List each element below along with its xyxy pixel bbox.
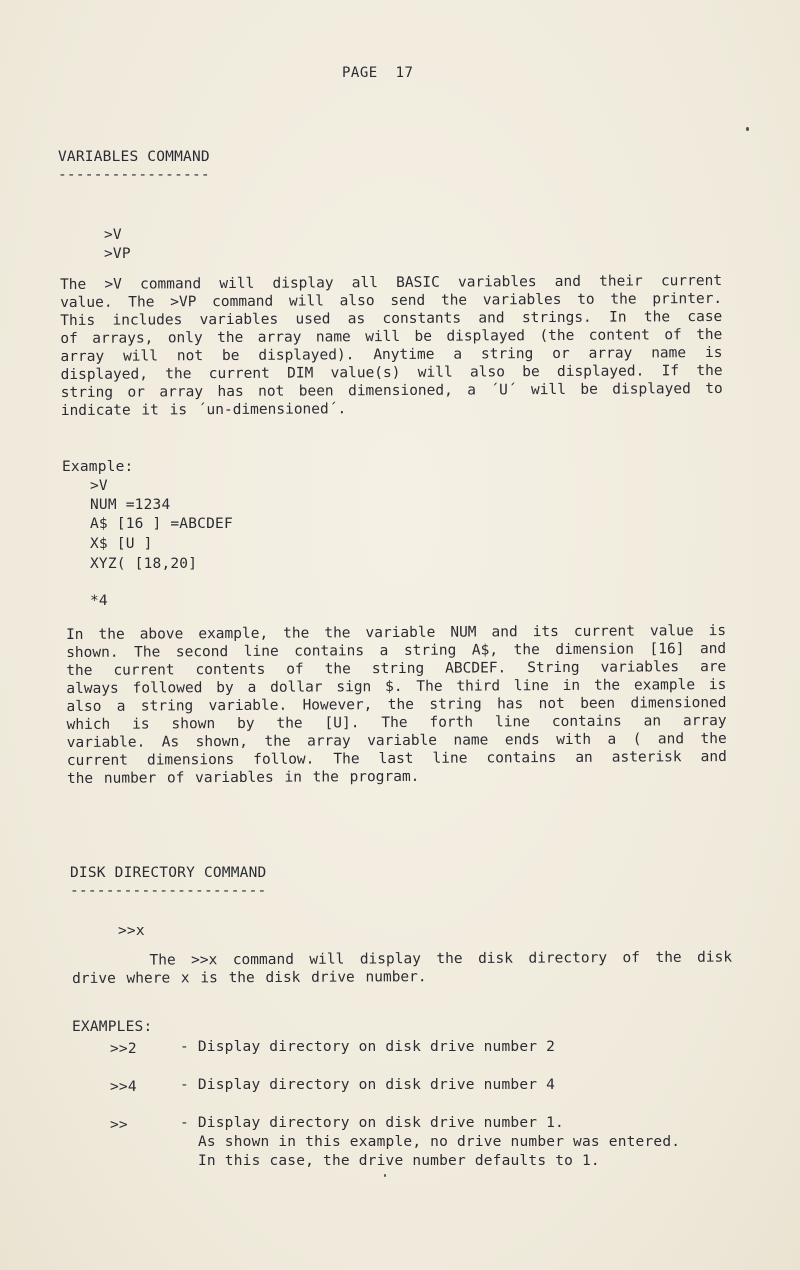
paragraph-line: This includes variables used as constants and strings. In the case: [60, 308, 723, 329]
section-title-disk-directory: DISK DIRECTORY COMMAND: [70, 865, 267, 881]
example-line: XYZ( [18,20]: [90, 556, 198, 572]
variables-explanation: [66, 622, 727, 788]
ink-speck: [746, 127, 749, 131]
example-description: - Display directory on disk drive number 1.: [180, 1115, 564, 1131]
paragraph-line: shown. The second line contains a string A$, the dimension [16] and: [66, 640, 727, 661]
syntax-line: >>x: [118, 923, 145, 939]
ink-speck: [384, 1174, 386, 1177]
paragraph-line: variable. As shown, the array variable name ends with a ( and the: [66, 730, 727, 751]
example-description: - Display directory on disk drive number 2: [180, 1039, 556, 1055]
example-label: Example:: [62, 459, 134, 475]
paragraph-line: of arrays, only the array name will be displayed (the content of the: [60, 326, 723, 347]
paragraph-line: always followed by a dollar sign $. The third line in the example is: [66, 676, 727, 697]
section-underline-variables: -----------------: [58, 167, 210, 183]
paragraph-line: which is shown by the [U]. The forth line contains an array: [66, 712, 727, 733]
paragraph-line: current dimensions follow. The last line contains an asterisk and: [66, 748, 727, 769]
example-line: NUM =1234: [90, 497, 171, 513]
example-command: >>4: [110, 1079, 137, 1095]
example-continuation: As shown in this example, no drive number was entered.: [198, 1134, 681, 1150]
paragraph-line: The >V command will display all BASIC variables and their current: [60, 272, 723, 293]
section-underline-disk-directory: ----------------------: [70, 883, 267, 899]
page-number: PAGE 17: [342, 65, 414, 81]
paragraph-line: value. The >VP command will also send the variables to the printer.: [60, 290, 723, 311]
paragraph-line: also a string variable. However, the string has not been dimensioned: [66, 694, 727, 715]
example-line: >V: [90, 478, 108, 494]
paragraph-line: In the above example, the the variable NUM and its current value is: [66, 622, 727, 643]
paragraph-line: the number of variables in the program.: [66, 768, 420, 787]
paragraph-line: the current contents of the string ABCDEF. String variables are: [66, 658, 727, 679]
example-description: - Display directory on disk drive number 4: [180, 1077, 556, 1093]
example-line: *4: [90, 593, 108, 609]
variables-description: [60, 272, 723, 420]
syntax-line: >VP: [104, 246, 131, 262]
disk-description: [72, 949, 732, 988]
paragraph-line: array will not be displayed). Anytime a string or array name is: [60, 344, 723, 365]
example-line: A$ [16 ] =ABCDEF: [90, 516, 233, 532]
example-line: X$ [U ]: [90, 536, 153, 552]
example-command: >>: [110, 1117, 128, 1133]
paragraph-line: The >>x command will display the disk directory of the disk: [72, 949, 733, 969]
example-continuation: In this case, the drive number defaults to 1.: [198, 1153, 600, 1169]
example-command: >>2: [110, 1041, 137, 1057]
section-title-variables: VARIABLES COMMAND: [58, 149, 210, 165]
syntax-line: >V: [104, 227, 122, 243]
paragraph-line: indicate it is ´un-dimensioned´.: [60, 401, 347, 419]
paragraph-line: string or array has not been dimensioned, a ´U´ will be displayed to: [60, 380, 723, 401]
paragraph-line: drive where x is the disk drive number.: [72, 969, 427, 987]
paragraph-line: displayed, the current DIM value(s) will also be displayed. If the: [60, 362, 723, 383]
examples-label: EXAMPLES:: [72, 1019, 153, 1035]
